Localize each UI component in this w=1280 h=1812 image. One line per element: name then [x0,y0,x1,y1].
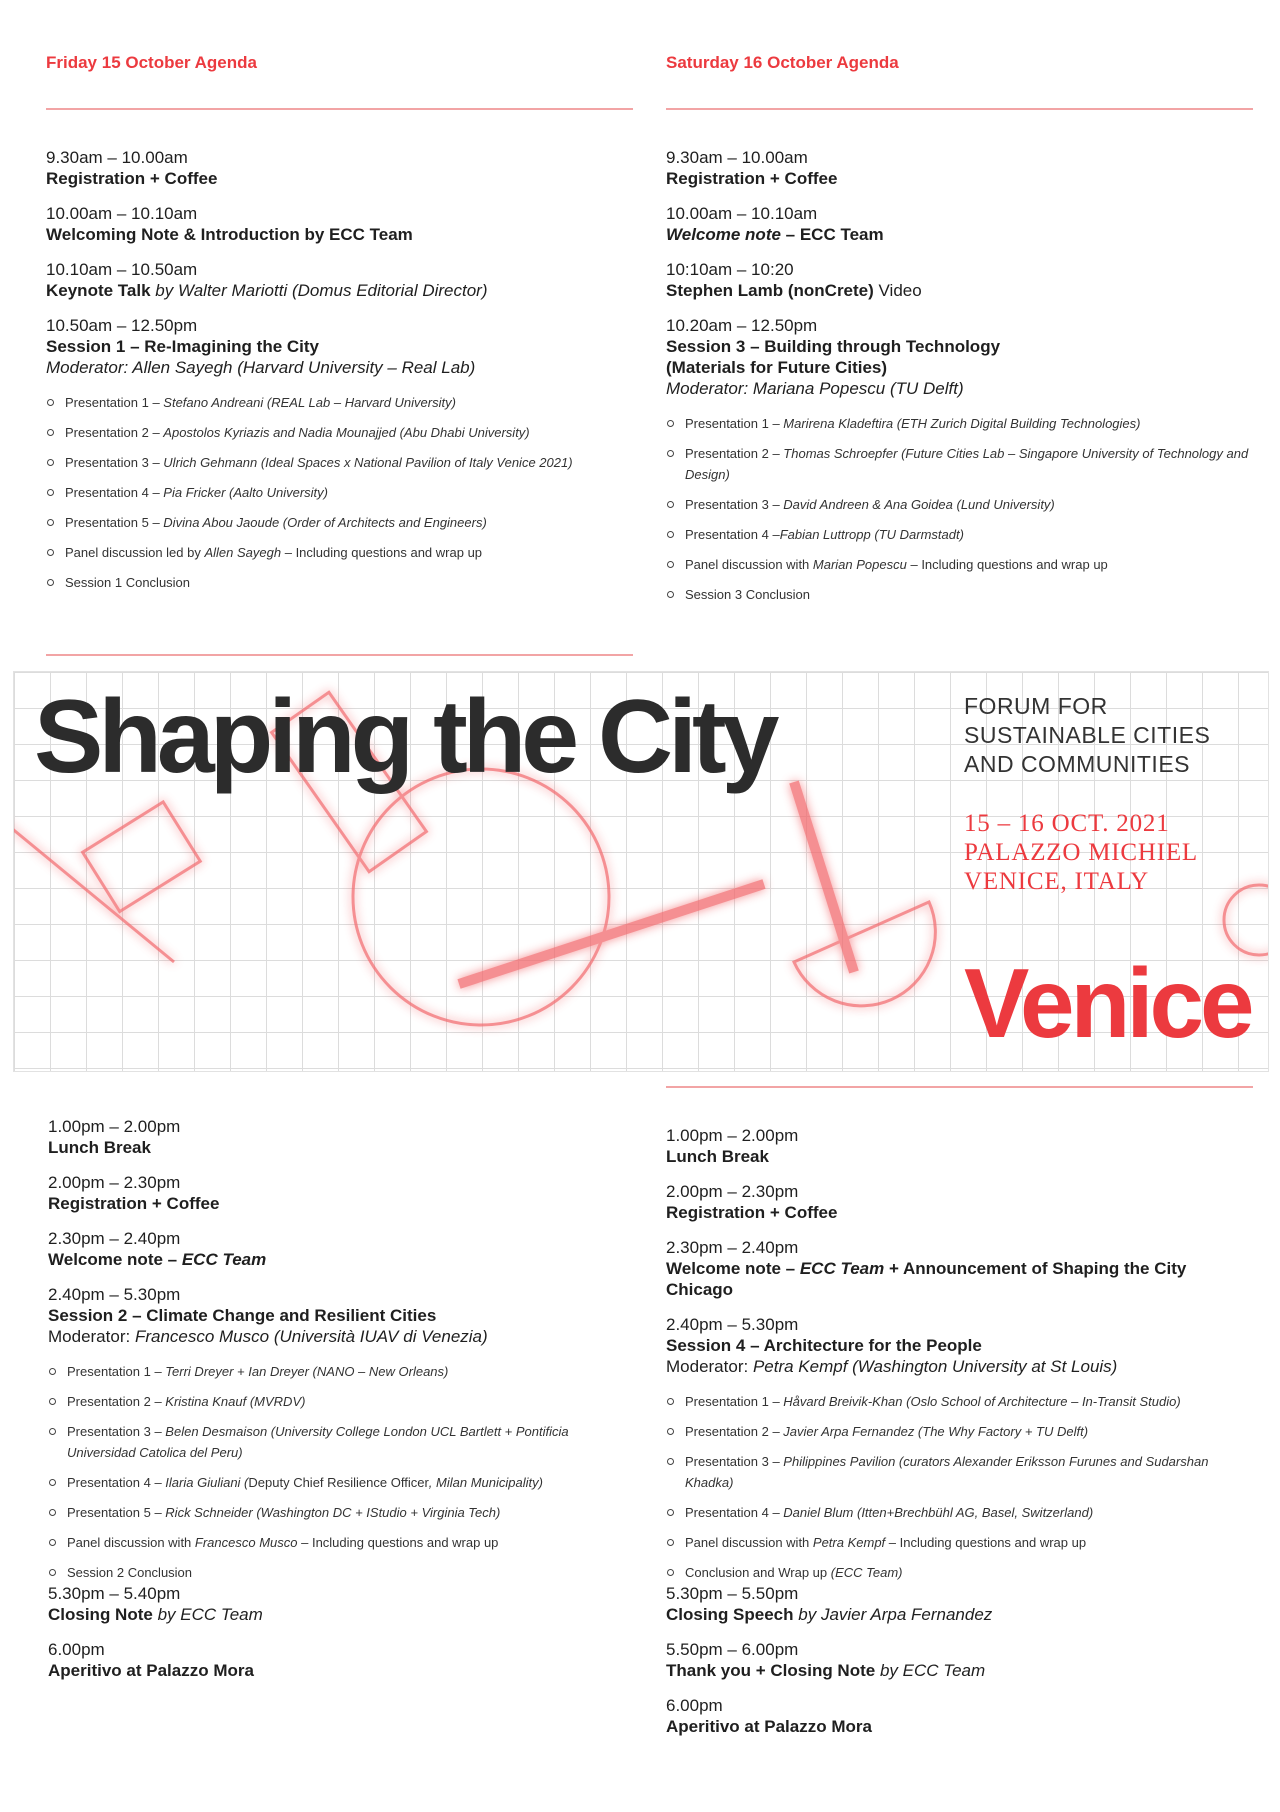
agenda-slot [46,147,636,189]
agenda-slot [48,1116,638,1158]
friday-title: Friday 15 October Agenda [46,53,257,72]
slot-title: Session 3 – Building through Technology (Materials for Future Cities) [666,337,1001,377]
slot-title-bold-italic: Welcome note [666,225,781,244]
red-bar-shape [794,782,854,972]
agenda-slot [48,1228,638,1270]
list-item: Presentation 1 – Stefano Andreani (REAL Lab – Harvard University) [46,392,636,413]
slot-time: 1.00pm – 2.00pm [666,1126,799,1145]
slot-title: Registration + Coffee [666,1203,838,1222]
agenda-slot [48,1583,638,1625]
slot-time: 9.30am – 10.00am [46,148,188,167]
slot-title [666,1604,1256,1625]
slot-title: Registration + Coffee [48,1194,220,1213]
agenda-slot [666,1314,1256,1377]
slot-time: 1.00pm – 2.00pm [48,1117,181,1136]
agenda-slot [666,259,1256,301]
red-rectangle-shape [83,802,201,912]
list-item: Panel discussion with Petra Kempf – Including questions and wrap up [666,1532,1256,1553]
slot-time: 5.30pm – 5.40pm [48,1584,181,1603]
slot-time: 10:10am – 10:20 [666,260,794,279]
agenda-slot [48,1172,638,1214]
session2-list [48,1361,638,1583]
slot-title-italic: by ECC Team [879,1661,986,1680]
agenda-slot [666,1695,1256,1737]
agenda-slot [48,1284,638,1347]
slot-title-italic: by Walter Mariotti (Domus Editorial Director) [155,281,488,300]
list-item: Presentation 5 – Divina Abou Jaoude (Order of Architects and Engineers) [46,512,636,533]
friday-morning [46,147,636,603]
list-item: Panel discussion with Marian Popescu – Including questions and wrap up [666,554,1256,575]
slot-title-bold-italic: ECC Team [799,1259,885,1278]
list-item: Conclusion and Wrap up (ECC Team) [666,1562,1256,1583]
slot-title [666,224,1256,245]
list-item: Session 3 Conclusion [666,584,1256,605]
agenda-slot [666,1237,1256,1300]
slot-title [48,1249,638,1270]
slot-title: Lunch Break [666,1147,769,1166]
agenda-slot [46,203,636,245]
slot-time: 9.30am – 10.00am [666,148,808,167]
friday-afternoon [48,1116,638,1695]
session4-list [666,1391,1256,1583]
slot-title-bold: Closing Note [48,1605,153,1624]
saturday-afternoon [666,1125,1256,1751]
slot-time: 6.00pm [48,1640,105,1659]
saturday-title: Saturday 16 October Agenda [666,53,899,72]
slot-title: Registration + Coffee [666,169,838,188]
agenda-slot [666,315,1256,399]
slot-title [48,1604,638,1625]
saturday-afternoon-divider [666,1086,1253,1088]
slot-title [666,1660,1256,1681]
moderator-name: Francesco Musco (Università IUAV di Venezia) [134,1327,488,1346]
list-item: Presentation 5 – Rick Schneider (Washington DC + IStudio + Virginia Tech) [48,1502,638,1523]
list-item: Session 1 Conclusion [46,572,636,593]
moderator-name: Petra Kempf (Washington University at St Louis) [752,1357,1118,1376]
list-item: Presentation 2 – Thomas Schroepfer (Future Cities Lab – Singapore University of Technology and Design) [666,443,1256,485]
slot-time: 2.40pm – 5.30pm [666,1315,799,1334]
event-date: 15 – 16 OCT. 2021 [964,810,1170,837]
agenda-slot [666,147,1256,189]
forum-line: SUSTAINABLE CITIES [964,722,1211,748]
forum-line: AND COMMUNITIES [964,751,1190,777]
slot-title: Session 4 – Architecture for the People [666,1336,982,1355]
saturday-agenda-top [666,53,1256,73]
moderator-prefix: Moderator: [666,1357,753,1376]
event-headline: Shaping the City [34,679,775,795]
list-item: Presentation 2 – Kristina Knauf (MVRDV) [48,1391,638,1412]
friday-title-divider [46,108,633,110]
event-venue: PALAZZO MICHIEL [964,839,1198,866]
slot-title [666,280,1256,301]
slot-time: 10.20am – 12.50pm [666,316,818,335]
slot-title-bold: Closing Speech [666,1605,794,1624]
slot-title-bold-italic: ECC Team [181,1250,267,1269]
event-banner [13,671,1269,1072]
slot-time: 2.30pm – 2.40pm [666,1238,799,1257]
event-city: VENICE, ITALY [964,868,1150,895]
slot-title-italic: by ECC Team [157,1605,263,1624]
slot-title: Welcoming Note & Introduction by ECC Team [46,225,413,244]
slot-title: Lunch Break [48,1138,151,1157]
moderator-prefix: Moderator: [48,1327,135,1346]
agenda-slot [46,315,636,378]
slot-title [666,1258,1256,1300]
slot-time: 6.00pm [666,1696,723,1715]
red-bar-shape [459,884,764,984]
slot-time: 5.50pm – 6.00pm [666,1640,799,1659]
list-item: Presentation 4 – Pia Fricker (Aalto University) [46,482,636,503]
slot-title-bold: – ECC Team [780,225,884,244]
list-item: Presentation 2 – Javier Arpa Fernandez (The Why Factory + TU Delft) [666,1421,1256,1442]
list-item: Presentation 4 – Ilaria Giuliani (Deputy Chief Resilience Officer, Milan Municipality) [48,1472,638,1493]
list-item: Presentation 3 – Belen Desmaison (University College London UCL Bartlett + Pontificia Universidad Catolica del Peru) [48,1421,638,1463]
list-item: Presentation 4 –Fabian Luttropp (TU Darmstadt) [666,524,1256,545]
friday-agenda-top [46,53,636,73]
list-item: Presentation 1 – Marirena Kladeftira (ETH Zurich Digital Building Technologies) [666,413,1256,434]
slot-moderator: Moderator: Mariana Popescu (TU Delft) [666,379,964,398]
list-item: Panel discussion led by Allen Sayegh – Including questions and wrap up [46,542,636,563]
list-item: Presentation 4 – Daniel Blum (Itten+Brechbühl AG, Basel, Switzerland) [666,1502,1256,1523]
slot-title-bold: Thank you + Closing Note [666,1661,876,1680]
slot-title: Session 1 – Re-Imagining the City [46,337,320,356]
slot-time: 10.00am – 10.10am [46,204,198,223]
agenda-slot [666,1639,1256,1681]
list-item: Presentation 3 – Ulrich Gehmann (Ideal Spaces x National Pavilion of Italy Venice 2021) [46,452,636,473]
list-item: Presentation 1 – Terri Dreyer + Ian Dreyer (NANO – New Orleans) [48,1361,638,1382]
saturday-morning [666,147,1256,615]
forum-title [964,692,1264,779]
slot-title-bold: Welcome note – [666,1259,800,1278]
slot-time: 10.10am – 10.50am [46,260,198,279]
session3-list [666,413,1256,605]
red-semicircle-shape [794,902,935,1006]
slot-title: Aperitivo at Palazzo Mora [666,1717,872,1736]
agenda-slot [666,1181,1256,1223]
list-item: Presentation 2 – Apostolos Kyriazis and Nadia Mounajjed (Abu Dhabi University) [46,422,636,443]
slot-time: 10.50am – 12.50pm [46,316,198,335]
slot-title-bold: + Announcement of Shaping the City Chicago [666,1259,1187,1299]
slot-time: 2.00pm – 2.30pm [48,1173,181,1192]
slot-time: 2.30pm – 2.40pm [48,1229,181,1248]
slot-title-italic: by Javier Arpa Fernandez [798,1605,993,1624]
list-item: Presentation 3 – David Andreen & Ana Goidea (Lund University) [666,494,1256,515]
red-circle-shape [353,769,609,1025]
list-item: Session 2 Conclusion [48,1562,638,1583]
slot-time: 2.40pm – 5.30pm [48,1285,181,1304]
agenda-slot [666,203,1256,245]
list-item: Presentation 1 – Håvard Breivik-Khan (Oslo School of Architecture – In-Transit Studio) [666,1391,1256,1412]
agenda-slot [666,1125,1256,1167]
slot-moderator [666,1356,1256,1377]
slot-time: 2.00pm – 2.30pm [666,1182,799,1201]
slot-title-bold: Keynote Talk [46,281,151,300]
agenda-slot [46,259,636,301]
slot-title: Session 2 – Climate Change and Resilient Cities [48,1306,437,1325]
slot-title-bold: Welcome note – [48,1250,182,1269]
list-item: Panel discussion with Francesco Musco – Including questions and wrap up [48,1532,638,1553]
slot-time: 10.00am – 10.10am [666,204,818,223]
slot-moderator: Moderator: Allen Sayegh (Harvard University – Real Lab) [46,358,476,377]
slot-title: Aperitivo at Palazzo Mora [48,1661,254,1680]
agenda-slot [666,1583,1256,1625]
forum-line: FORUM FOR [964,693,1108,719]
saturday-title-divider [666,108,1253,110]
slot-title-plain: Video [873,281,922,300]
slot-title: Registration + Coffee [46,169,218,188]
agenda-slot [48,1639,638,1681]
slot-title-bold: Stephen Lamb (nonCrete) [666,281,874,300]
slot-moderator [48,1326,638,1347]
friday-bottom-divider [46,654,633,656]
city-wordmark: Venice [964,948,1251,1058]
slot-title [46,280,636,301]
list-item: Presentation 3 – Philippines Pavilion (curators Alexander Eriksson Furunes and Sudarshan Khadka) [666,1451,1256,1493]
event-dates-location [964,809,1264,896]
session1-list [46,392,636,593]
slot-time: 5.30pm – 5.50pm [666,1584,799,1603]
